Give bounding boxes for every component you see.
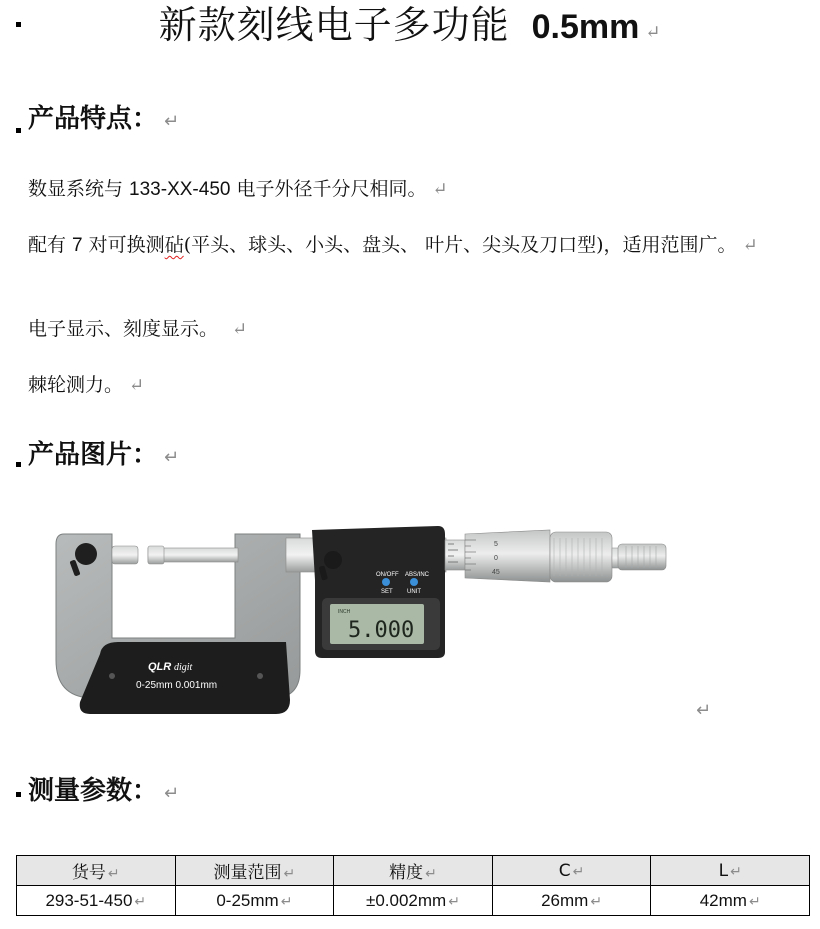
title-size: 0.5mm xyxy=(531,8,640,46)
return-mark-icon: ↵ xyxy=(425,866,437,882)
table-cell: 26mm ↵ xyxy=(492,886,651,916)
return-mark-icon: ↵ xyxy=(730,863,742,880)
feature-1-model: 133-XX-450 xyxy=(129,179,231,200)
heading-bullet xyxy=(16,792,21,797)
feature-paragraph-3 xyxy=(28,315,798,344)
feature-paragraph-2 xyxy=(28,231,798,260)
column-header: 货号 ↵ xyxy=(17,856,176,886)
button-unit-label: UNIT xyxy=(407,589,421,595)
return-mark-icon: ↵ xyxy=(590,892,603,909)
heading-bullet xyxy=(16,128,21,133)
brand-logo: QLR xyxy=(148,661,172,673)
page-title xyxy=(0,0,820,50)
return-mark-icon: ↵ xyxy=(232,319,248,340)
feature-2-prefix: 配有 xyxy=(28,234,73,256)
params-table xyxy=(16,855,810,916)
table-cell: 0-25mm ↵ xyxy=(175,886,334,916)
feature-paragraph-4 xyxy=(28,371,798,400)
feature-4-text: 棘轮测力。 xyxy=(28,374,124,396)
feature-2-suffix: (平头、球头、小头、盘头、 叶片、尖头及刀口型)，适用范围广。 xyxy=(183,234,737,256)
picture-heading-text: 产品图片： xyxy=(28,440,159,470)
brand-logo-sub: digit xyxy=(174,662,193,673)
params-heading-text: 测量参数： xyxy=(28,776,159,806)
feature-2-count: 7 xyxy=(72,235,83,256)
ratchet-stop xyxy=(618,544,666,570)
table-cell: 42mm ↵ xyxy=(651,886,810,916)
return-mark-icon: ↵ xyxy=(129,375,145,396)
spellcheck-flagged-word: 砧 xyxy=(164,234,184,256)
thimble-mark: 0 xyxy=(494,555,498,562)
return-mark-icon: ↵ xyxy=(164,111,180,132)
return-mark-icon: ↵ xyxy=(107,866,120,882)
feature-paragraph-1 xyxy=(28,175,798,204)
return-mark-icon: ↵ xyxy=(280,892,293,909)
return-mark-icon: ↵ xyxy=(164,783,180,804)
thimble xyxy=(465,530,550,582)
return-mark-icon: ↵ xyxy=(645,22,662,43)
column-header: 测量范围 ↵ xyxy=(175,856,334,886)
button-set-label: SET xyxy=(381,589,393,595)
return-mark-icon: ↵ xyxy=(742,235,758,256)
thimble-mark: 5 xyxy=(494,541,498,548)
heading-bullet xyxy=(16,462,21,467)
column-header: 精度 ↵ xyxy=(334,856,493,886)
title-main: 新款刻线电子多功能 xyxy=(158,3,510,47)
table-row xyxy=(17,886,810,916)
lcd-reading: 5.000 xyxy=(348,618,415,643)
thimble-mark: 45 xyxy=(492,569,500,576)
column-header: L ↵ xyxy=(651,856,810,886)
table-cell: ±0.002mm ↵ xyxy=(334,886,493,916)
feature-3-text: 电子显示、刻度显示。 xyxy=(28,318,219,340)
feature-2-mid: 对可换测 xyxy=(82,234,165,256)
return-mark-icon: ↵ xyxy=(432,179,448,200)
feature-1-suffix: 电子外径千分尺相同。 xyxy=(230,178,427,200)
params-heading xyxy=(28,774,179,811)
abs-inc-button xyxy=(410,578,418,586)
lcd-unit-indicator: INCH xyxy=(338,609,351,615)
button-on-off-label: ON/OFF xyxy=(376,572,399,578)
feature-1-prefix: 数显系统与 xyxy=(28,178,130,200)
return-mark-icon: ↵ xyxy=(164,447,180,468)
on-off-button xyxy=(382,578,390,586)
features-heading xyxy=(28,102,179,139)
table-cell: 293-51-450 ↵ xyxy=(17,886,176,916)
return-mark-icon: ↵ xyxy=(134,892,147,909)
features-heading-text: 产品特点： xyxy=(28,104,159,134)
return-mark-icon: ↵ xyxy=(283,866,296,882)
picture-heading xyxy=(28,438,179,475)
knurled-grip xyxy=(550,532,612,582)
table-header-row xyxy=(17,856,810,886)
range-text: 0-25mm 0.001mm xyxy=(136,680,218,691)
button-abs-inc-label: ABS/INC xyxy=(405,572,430,578)
return-mark-icon: ↵ xyxy=(748,892,761,909)
return-mark-icon: ↵ xyxy=(448,892,460,909)
column-header: C ↵ xyxy=(492,856,651,886)
micrometer-photo xyxy=(50,520,670,720)
return-mark-icon: ↵ xyxy=(696,700,712,721)
return-mark-icon: ↵ xyxy=(572,863,585,880)
